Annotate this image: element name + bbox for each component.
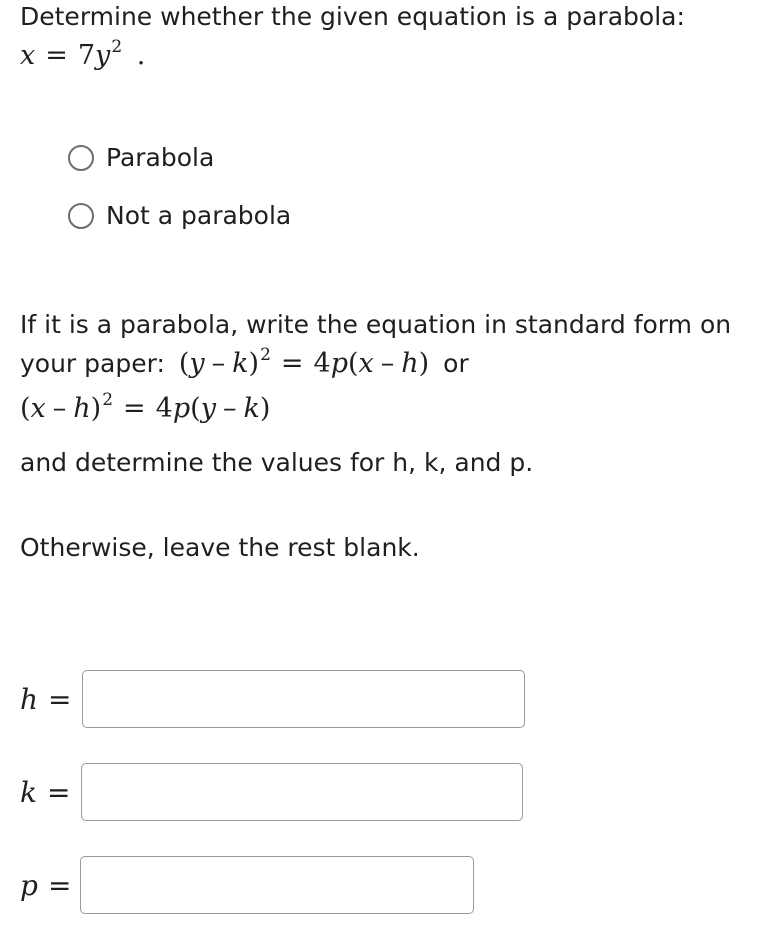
instructions-line-4: and determine the values for h, k, and p. xyxy=(20,448,534,477)
equals-sign: = xyxy=(47,869,72,902)
p-label xyxy=(20,870,81,902)
equals-sign: = xyxy=(123,393,146,424)
paren: ( xyxy=(190,393,201,424)
var-x: x xyxy=(30,393,46,424)
var-h: h xyxy=(73,393,91,424)
var-k: k xyxy=(243,393,260,424)
var-y: y xyxy=(189,348,205,379)
equals-sign: = xyxy=(280,348,304,379)
minus-sign: – xyxy=(211,348,226,379)
var-x: x xyxy=(358,348,374,379)
equals-sign: = xyxy=(48,683,72,716)
standard-form-1 xyxy=(173,345,430,379)
standard-form-2 xyxy=(20,390,271,428)
p-input[interactable] xyxy=(80,856,474,914)
radio-button-icon[interactable] xyxy=(68,203,94,229)
h-input[interactable] xyxy=(82,670,525,728)
paren: ) xyxy=(259,393,271,424)
h-label xyxy=(20,684,82,716)
minus-sign: – xyxy=(222,393,237,424)
k-label xyxy=(20,777,80,809)
choice-not-a-parabola[interactable] xyxy=(68,200,291,232)
otherwise-note: Otherwise, leave the rest blank. xyxy=(20,533,420,562)
eq-exponent: 2 xyxy=(111,37,123,57)
equals-sign: = xyxy=(46,776,71,809)
var-h: h xyxy=(401,348,419,379)
paren: ) xyxy=(90,393,102,424)
eq-lhs: x xyxy=(20,40,36,71)
coefficient: 4 xyxy=(155,393,173,424)
paren: ) xyxy=(248,348,260,379)
radio-button-icon[interactable] xyxy=(68,145,94,171)
paren: ( xyxy=(20,393,31,424)
var-k: k xyxy=(232,348,249,379)
choice-label[interactable]: Not a parabola xyxy=(106,201,292,230)
paren: ( xyxy=(178,348,190,379)
instructions-line-1: If it is a parabola, write the equation in standard form on xyxy=(20,310,732,339)
eq-var: y xyxy=(95,40,111,71)
exponent: 2 xyxy=(102,390,114,410)
minus-sign: – xyxy=(380,348,395,379)
choice-label[interactable]: Parabola xyxy=(106,143,215,172)
or-text: or xyxy=(443,349,469,378)
choice-parabola[interactable] xyxy=(68,142,214,174)
paren: ) xyxy=(418,348,430,379)
k-input[interactable] xyxy=(81,763,523,821)
given-equation xyxy=(20,37,146,75)
eq-period: . xyxy=(136,40,146,71)
paren: ( xyxy=(348,348,359,379)
var-p: p xyxy=(330,348,348,379)
coefficient: 4 xyxy=(313,348,331,379)
eq-coef: 7 xyxy=(77,40,96,71)
var-y: y xyxy=(200,393,216,424)
var-p: p xyxy=(172,393,191,424)
question-prompt: Determine whether the given equation is a parabola: xyxy=(20,2,685,31)
var-p: p xyxy=(20,869,38,902)
instructions-line-2 xyxy=(20,345,469,383)
var-k: k xyxy=(20,776,37,809)
minus-sign: – xyxy=(52,393,67,424)
eq-equals: = xyxy=(45,40,68,71)
instructions-prefix: your paper: xyxy=(20,349,165,378)
var-h: h xyxy=(20,683,39,716)
exponent: 2 xyxy=(260,345,271,365)
